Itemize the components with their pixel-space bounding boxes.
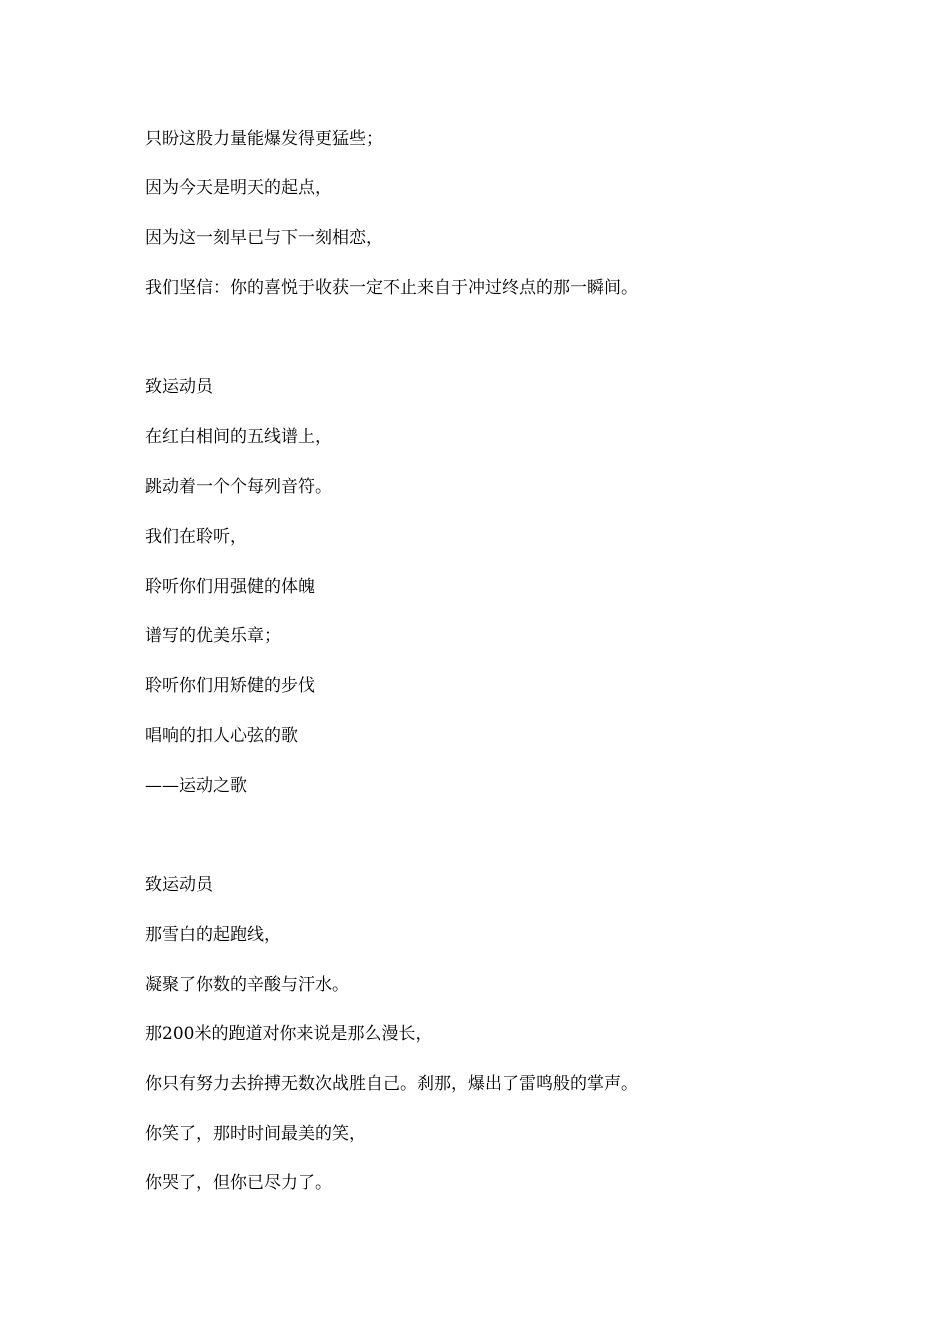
poem-line: 聆听你们用强健的体魄 (145, 577, 315, 597)
poem-line: 因为今天是明天的起点， (145, 178, 332, 198)
poem-line: 我们坚信：你的喜悦于收获一定不止来自于冲过终点的那一瞬间。 (145, 278, 638, 298)
poem-line: 唱响的扣人心弦的歌 (145, 726, 298, 746)
poem-line: 谱写的优美乐章； (145, 626, 281, 646)
poem-line: 那200米的跑道对你来说是那么漫长， (145, 1024, 433, 1044)
poem-line: ——运动之歌 (145, 776, 247, 796)
poem-line: 你哭了，但你已尽力了。 (145, 1173, 332, 1193)
poem-line: 只盼这股力量能爆发得更猛些； (145, 129, 383, 149)
poem-line: 聆听你们用矫健的步伐 (145, 676, 315, 696)
poem-line: 跳动着一个个每列音符。 (145, 477, 332, 497)
poem-line: 你笑了，那时时间最美的笑， (145, 1124, 366, 1144)
poem-title: 致运动员 (145, 377, 213, 397)
poem-line: 我们在聆听， (145, 527, 247, 547)
poem-title: 致运动员 (145, 875, 213, 895)
poem-line: 在红白相间的五线谱上， (145, 427, 332, 447)
poem-line: 因为这一刻早已与下一刻相恋， (145, 228, 383, 248)
poem-line: 那雪白的起跑线， (145, 925, 281, 945)
poem-line: 你只有努力去拚搏无数次战胜自己。刹那，爆出了雷鸣般的掌声。 (145, 1074, 638, 1094)
poem-line: 凝聚了你数的辛酸与汗水。 (145, 975, 349, 995)
